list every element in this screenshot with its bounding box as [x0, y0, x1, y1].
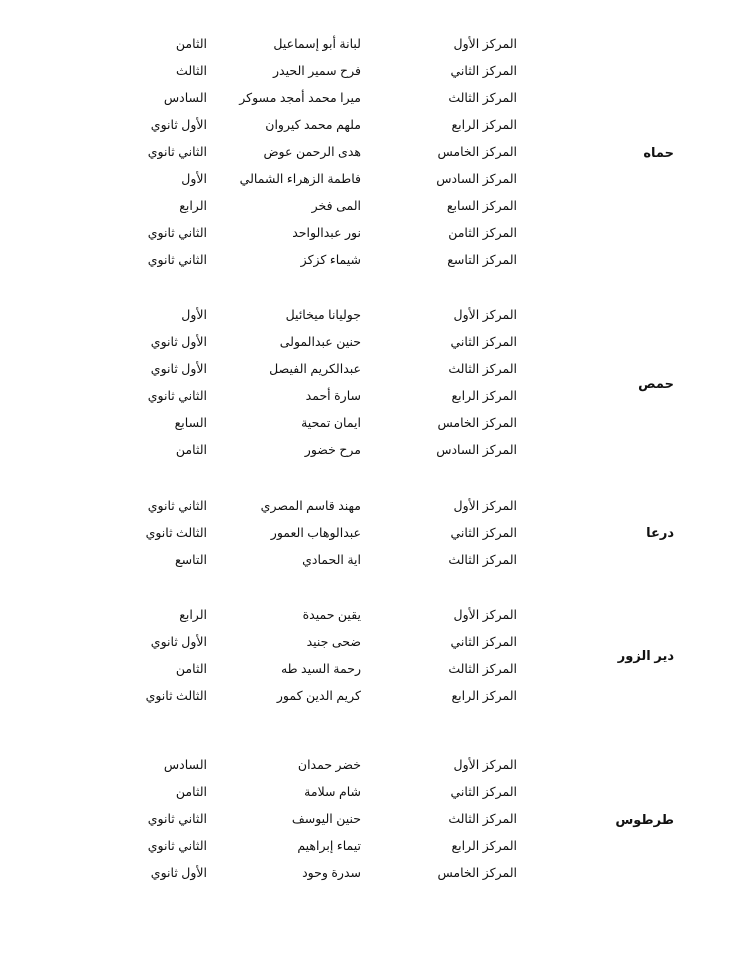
- table-row: [0, 836, 741, 856]
- table-row: [0, 250, 741, 270]
- rank-cell: المركز الرابع: [451, 689, 517, 703]
- grade-cell: التاسع: [175, 553, 207, 567]
- rank-cell: المركز الثاني: [450, 64, 517, 78]
- grade-cell: السادس: [163, 91, 207, 105]
- table-row: [0, 169, 741, 189]
- city-name: حمص: [638, 376, 674, 391]
- table-row: [0, 88, 741, 108]
- name-cell: المى فخر: [311, 199, 361, 213]
- table-row: [0, 142, 741, 162]
- table-row: [0, 755, 741, 775]
- grade-cell: الثاني ثانوي: [147, 499, 207, 513]
- rank-cell: المركز السابع: [446, 199, 517, 213]
- rank-cell: المركز السادس: [436, 443, 517, 457]
- name-cell: ايمان تمحية: [301, 416, 361, 430]
- rank-cell: المركز الثاني: [450, 335, 517, 349]
- grade-cell: الأول: [181, 308, 207, 322]
- name-cell: نور عبدالواحد: [292, 226, 361, 240]
- grade-cell: الأول: [181, 172, 207, 186]
- grade-cell: الثاني ثانوي: [147, 226, 207, 240]
- name-cell: مهند قاسم المصري: [260, 499, 361, 513]
- table-row: [0, 386, 741, 406]
- rank-cell: المركز الثالث: [448, 91, 517, 105]
- name-cell: ضحى جنيد: [306, 635, 361, 649]
- name-cell: يقين حميدة: [302, 608, 361, 622]
- table-row: [0, 659, 741, 679]
- grade-cell: الثاني ثانوي: [147, 812, 207, 826]
- city-name: حماه: [643, 145, 674, 160]
- name-cell: شيماء كزكز: [300, 253, 361, 267]
- rank-cell: المركز الأول: [453, 499, 517, 513]
- grade-cell: الثاني ثانوي: [147, 839, 207, 853]
- rank-cell: المركز الأول: [453, 758, 517, 772]
- name-cell: اية الحمادي: [302, 553, 361, 567]
- rank-cell: المركز الثامن: [448, 226, 517, 240]
- table-row: [0, 196, 741, 216]
- table-row: [0, 413, 741, 433]
- rank-cell: المركز الرابع: [451, 839, 517, 853]
- table-row: [0, 782, 741, 802]
- table-row: [0, 34, 741, 54]
- grade-cell: الثامن: [175, 443, 207, 457]
- rank-cell: المركز الثالث: [448, 812, 517, 826]
- city-name: دير الزور: [617, 648, 674, 663]
- grade-cell: الرابع: [179, 608, 207, 622]
- rank-cell: المركز الخامس: [437, 145, 517, 159]
- rank-cell: المركز الثاني: [450, 785, 517, 799]
- name-cell: حنين اليوسف: [291, 812, 361, 826]
- grade-cell: الأول ثانوي: [150, 118, 207, 132]
- grade-cell: الأول ثانوي: [150, 866, 207, 880]
- rank-cell: المركز الثالث: [448, 362, 517, 376]
- grade-cell: الأول ثانوي: [150, 635, 207, 649]
- rank-cell: المركز الثاني: [450, 526, 517, 540]
- name-cell: عبدالكريم الفيصل: [269, 362, 361, 376]
- name-cell: ملهم محمد كيروان: [265, 118, 361, 132]
- name-cell: عبدالوهاب العمور: [270, 526, 361, 540]
- grade-cell: الثاني ثانوي: [147, 253, 207, 267]
- grade-cell: الثاني ثانوي: [147, 145, 207, 159]
- name-cell: فرح سمير الحيدر: [273, 64, 361, 78]
- table-row: [0, 496, 741, 516]
- table-row: [0, 115, 741, 135]
- rank-cell: المركز الأول: [453, 308, 517, 322]
- table-row: [0, 809, 741, 829]
- name-cell: جوليانا ميخائيل: [285, 308, 361, 322]
- city-name: طرطوس: [615, 812, 674, 827]
- rank-cell: المركز الثالث: [448, 553, 517, 567]
- rank-cell: المركز الخامس: [437, 416, 517, 430]
- table-row: [0, 863, 741, 883]
- rank-cell: المركز الأول: [453, 608, 517, 622]
- rank-cell: المركز الثاني: [450, 635, 517, 649]
- table-row: [0, 305, 741, 325]
- name-cell: لبانة أبو إسماعيل: [273, 37, 361, 51]
- grade-cell: الثامن: [175, 785, 207, 799]
- rank-cell: المركز السادس: [436, 172, 517, 186]
- name-cell: مرح خضور: [304, 443, 361, 457]
- name-cell: تيماء إبراهيم: [297, 839, 361, 853]
- name-cell: سارة أحمد: [305, 389, 361, 403]
- name-cell: خضر حمدان: [297, 758, 361, 772]
- name-cell: كريم الدين كمور: [276, 689, 361, 703]
- table-row: [0, 523, 741, 543]
- table-row: [0, 605, 741, 625]
- city-name: درعا: [646, 525, 674, 540]
- name-cell: فاطمة الزهراء الشمالي: [239, 172, 361, 186]
- rank-cell: المركز الرابع: [451, 118, 517, 132]
- table-row: [0, 223, 741, 243]
- table-row: [0, 632, 741, 652]
- name-cell: شام سلامة: [304, 785, 361, 799]
- table-row: [0, 550, 741, 570]
- grade-cell: الأول ثانوي: [150, 335, 207, 349]
- rank-cell: المركز الخامس: [437, 866, 517, 880]
- rank-cell: المركز الرابع: [451, 389, 517, 403]
- grade-cell: الثاني ثانوي: [147, 389, 207, 403]
- table-row: [0, 332, 741, 352]
- grade-cell: الثامن: [175, 37, 207, 51]
- rank-cell: المركز التاسع: [447, 253, 517, 267]
- grade-cell: السابع: [174, 416, 207, 430]
- table-row: [0, 686, 741, 706]
- grade-cell: الثالث ثانوي: [145, 689, 207, 703]
- name-cell: رحمة السيد طه: [280, 662, 361, 676]
- name-cell: سدرة وحود: [302, 866, 361, 880]
- name-cell: هدى الرحمن عوض: [263, 145, 361, 159]
- rank-cell: المركز الأول: [453, 37, 517, 51]
- grade-cell: السادس: [163, 758, 207, 772]
- grade-cell: الثالث: [176, 64, 207, 78]
- rank-cell: المركز الثالث: [448, 662, 517, 676]
- name-cell: حنين عبدالمولى: [279, 335, 361, 349]
- table-row: [0, 61, 741, 81]
- grade-cell: الأول ثانوي: [150, 362, 207, 376]
- table-row: [0, 359, 741, 379]
- grade-cell: الرابع: [179, 199, 207, 213]
- grade-cell: الثالث ثانوي: [145, 526, 207, 540]
- table-row: [0, 440, 741, 460]
- name-cell: ميرا محمد أمجد مسوكر: [239, 91, 361, 105]
- grade-cell: الثامن: [175, 662, 207, 676]
